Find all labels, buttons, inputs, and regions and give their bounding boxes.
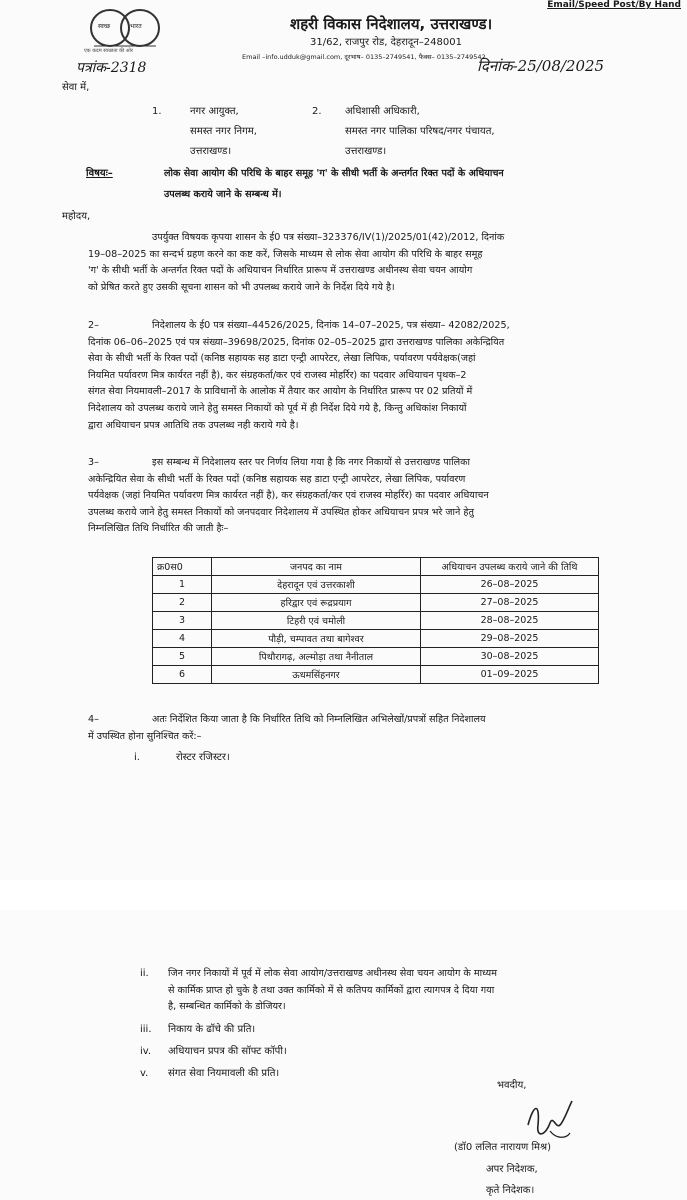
list-iv-num: iv. xyxy=(140,1046,152,1057)
recipient-1-line-2: समस्त नगर निगम, xyxy=(190,126,257,137)
closing: भवदीय, xyxy=(497,1080,527,1091)
page-two xyxy=(0,910,687,1200)
p3-line: अकेन्द्रियित सेवा के सीधी भर्ती के रिक्त पदों (कनिष्ठ सहायक सह डाटा एन्ट्री आपरेटर, लेखा लिपिक, पर्यावरण xyxy=(88,473,466,485)
date-cell: 26–08–2025 xyxy=(421,576,599,594)
logo-tagline: एक कदम स्वच्छता की ओर xyxy=(84,48,133,54)
district-cell: ऊधमसिंहनगर xyxy=(212,666,421,684)
p3-line: पर्यवेक्षक (जहां नियमित पर्यावरण मित्र कार्यरत नहीं है), कर संग्रहकर्ता/कर एवं राजस्व मोहर्रिर) का पदवार अधियाचन xyxy=(88,490,489,502)
p2-line: निदेशालय को उपलब्ध कराये जाने हेतु समस्त निकायों को पूर्व में ही निर्देश दिये गये है, किन्तु अधिकांश निकायों xyxy=(88,402,467,414)
district-cell: हरिद्वार एवं रूद्रप्रयाग xyxy=(212,594,421,612)
recipient-1-line-3: उत्तराखण्ड। xyxy=(190,146,232,157)
paragraph-2 xyxy=(88,318,638,434)
reference-number: पत्रांक-2318 xyxy=(76,60,147,76)
serial-cell: 3 xyxy=(153,612,212,630)
serial-cell: 6 xyxy=(153,666,212,684)
table-row xyxy=(153,594,599,612)
date-cell: 30–08–2025 xyxy=(421,648,599,666)
header-district: जनपद का नाम xyxy=(212,558,421,576)
p3-number: 3– xyxy=(88,457,99,468)
schedule-table xyxy=(152,557,599,684)
serial-cell: 2 xyxy=(153,594,212,612)
table-row xyxy=(153,666,599,684)
list-v-text: संगत सेवा नियमावली की प्रति। xyxy=(168,1068,280,1079)
p3-line: निम्नलिखित तिथि निर्धारित की जाती हैः– xyxy=(88,523,229,535)
serial-cell: 5 xyxy=(153,648,212,666)
logo-right-text: भारत xyxy=(130,23,142,30)
p2-line: संगत सेवा नियमावली–2017 के प्राविधानों के आलोक में तैयार कर आयोग के निर्धारित प्रारूप पर 02 प्रतियों में xyxy=(88,386,473,398)
subject-line-1: लोक सेवा आयोग की परिधि के बाहर समूह 'ग' के सीधी भर्ती के अन्तर्गत रिक्त पदों के अधियाचन xyxy=(164,168,504,179)
logo-left-text: स्वच्छ xyxy=(98,23,111,30)
date-cell: 27–08–2025 xyxy=(421,594,599,612)
table-row xyxy=(153,612,599,630)
district-cell: देहरादून एवं उत्तरकाशी xyxy=(212,576,421,594)
recipient-2-line-3: उत्तराखण्ड। xyxy=(345,146,387,157)
recipient-2-num: 2. xyxy=(312,106,322,117)
page-gap xyxy=(0,880,687,910)
header-date: अधियाचन उपलब्ध कराये जाने की तिथि xyxy=(421,558,599,576)
p1-line: 19–08–2025 का सन्दर्भ ग्रहण करने का कष्ट करें, जिसके माध्यम से लोक सेवा आयोग की परिधि के बाहर समूह xyxy=(88,248,483,260)
p2-line: सेवा के सीधी भर्ती के रिक्त पदों (कनिष्ठ सहायक सह डाटा एन्ट्री आपरेटर, लेखा लिपिक, पर्यावरण पर्यवेक्षक(जहां xyxy=(88,353,476,365)
p1-line: उपर्युक्त विषयक कृपया शासन के ई0 पत्र संख्या–323376/IV(1)/2025/01(42)/2012, दिनांक xyxy=(152,232,505,243)
list-v-num: v. xyxy=(140,1068,149,1079)
salutation: महोदय, xyxy=(62,211,91,222)
signatory-designation: अपर निदेशक, xyxy=(486,1164,538,1175)
signatory-designation-2: कृते निदेशक। xyxy=(486,1185,535,1196)
p4-number: 4– xyxy=(88,714,99,725)
p3-line: इस सम्बन्ध में निदेशालय स्तर पर निर्णय लिया गया है कि नगर निकायों से उत्तराखण्ड पालिका xyxy=(152,457,470,468)
p4-line: में उपस्थित होना सुनिश्चित करें:– xyxy=(88,730,202,742)
recipient-2-line-1: अधिशासी अधिकारी, xyxy=(345,106,420,117)
paragraph-3 xyxy=(88,455,638,538)
list-ii-line: है, सम्बन्धित कार्मिको के डोजियर। xyxy=(168,1001,286,1013)
p2-line: दिनांक 06–06–2025 एवं पत्र संख्या–39698/2025, दिनांक 02–05–2025 द्वारा उत्तराखण्ड पालिका अकेन्द्रियित xyxy=(88,336,505,348)
p3-line: उपलब्ध कराये जाने हेतु समस्त निकायों को जनपदवार निदेशालय में उपस्थित होकर अधियाचन प्रपत्र भरे जाने हेतु xyxy=(88,506,474,518)
recipient-intro: सेवा में, xyxy=(62,82,90,93)
list-iii-text: निकाय के ढॉचे की प्रति। xyxy=(168,1024,256,1035)
org-address: 31/62, राजपुर रोड, देहरादून–248001 xyxy=(310,37,462,48)
list-ii-text xyxy=(168,966,638,1016)
p2-number: 2– xyxy=(88,320,99,331)
recipient-2-line-2: समस्त नगर पालिका परिषद/नगर पंचायत, xyxy=(345,126,495,137)
recipient-1-line-1: नगर आयुक्त, xyxy=(190,106,239,117)
serial-cell: 4 xyxy=(153,630,212,648)
p2-line: निदेशालय के ई0 पत्र संख्या–44526/2025, दिनांक 14–07–2025, पत्र संख्या– 42082/2025, xyxy=(152,320,510,331)
list-i-text: रोस्टर रजिस्टर। xyxy=(176,752,230,763)
letter-date: दिनांक-25/08/2025 xyxy=(477,57,605,75)
paragraph-4 xyxy=(88,712,638,745)
district-cell: टिहरी एवं चमोली xyxy=(212,612,421,630)
org-contact: Email –info.udduk@gmail.com, दूरभाष– 0135–2749541, फैक्स– 0135–2749542 xyxy=(242,53,486,61)
dispatch-mode: Email/Speed Post/By Hand xyxy=(547,0,681,10)
paragraph-1 xyxy=(88,230,638,296)
header-serial: क्र0स0 xyxy=(153,558,212,576)
p4-line: अतः निर्देशित किया जाता है कि निर्धारित तिथि को निम्नलिखित अभिलेखों/प्रपत्रों सहित निदेशालय xyxy=(152,714,486,725)
signatory-name: (डॉ0 ललित नारायण मिश्र) xyxy=(454,1142,551,1153)
subject-label: विषयः– xyxy=(86,168,113,179)
subject-line-2: उपलब्ध कराये जाने के सम्बन्ध में। xyxy=(164,189,282,200)
p1-line: को प्रेषित करते हुए उसकी सूचना शासन को भी उपलब्ध कराये जाने के निर्देश दिये गये है। xyxy=(88,281,395,293)
p1-line: 'ग' के सीधी भर्ती के अन्तर्गत रिक्त पदों के अधियाचन निर्धारित प्रारूप में उत्तराखण्ड अधीनस्थ सेवा चयन आयोग xyxy=(88,265,473,277)
list-ii-line: से कार्मिक प्राप्त हो चुके है तथा उक्त कार्मिको में से कतिपय कार्मिकों द्वारा त्यागपत्र दे दिया गया xyxy=(168,984,495,996)
list-i-num: i. xyxy=(134,752,140,763)
recipient-1-num: 1. xyxy=(152,106,162,117)
serial-cell: 1 xyxy=(153,576,212,594)
list-iv-text: अधियाचन प्रपत्र की सॉफ्ट कॉपी। xyxy=(168,1046,287,1057)
list-ii-line: जिन नगर निकायों में पूर्व में लोक सेवा आयोग/उत्तराखण्ड अधीनस्थ सेवा चयन आयोग के माध्यम xyxy=(168,968,497,979)
table-row xyxy=(153,630,599,648)
p2-line: नियमित पर्यावरण मित्र कार्यरत नहीं है), कर संग्रहकर्ता/कर एवं राजस्व मोहर्रिर) का पदवार अधियाचन पृथक–2 xyxy=(88,369,467,381)
table-header-row xyxy=(153,558,599,576)
date-cell: 01–09–2025 xyxy=(421,666,599,684)
date-cell: 28–08–2025 xyxy=(421,612,599,630)
list-iii-num: iii. xyxy=(140,1024,152,1035)
district-cell: पिथौरागढ़, अल्मोड़ा तथा नैनीताल xyxy=(212,648,421,666)
table-row xyxy=(153,648,599,666)
list-ii-num: ii. xyxy=(140,968,149,979)
date-cell: 29–08–2025 xyxy=(421,630,599,648)
table-row xyxy=(153,576,599,594)
org-name: शहरी विकास निदेशालय, उत्तराखण्ड। xyxy=(290,15,493,33)
handwritten-signature xyxy=(520,1095,580,1145)
district-cell: पौड़ी, चम्पावत तथा बागेश्वर xyxy=(212,630,421,648)
p2-line: द्वारा अधियाचन प्रपत्र आतिथि तक उपलब्ध नही कराये गये है। xyxy=(88,419,299,431)
